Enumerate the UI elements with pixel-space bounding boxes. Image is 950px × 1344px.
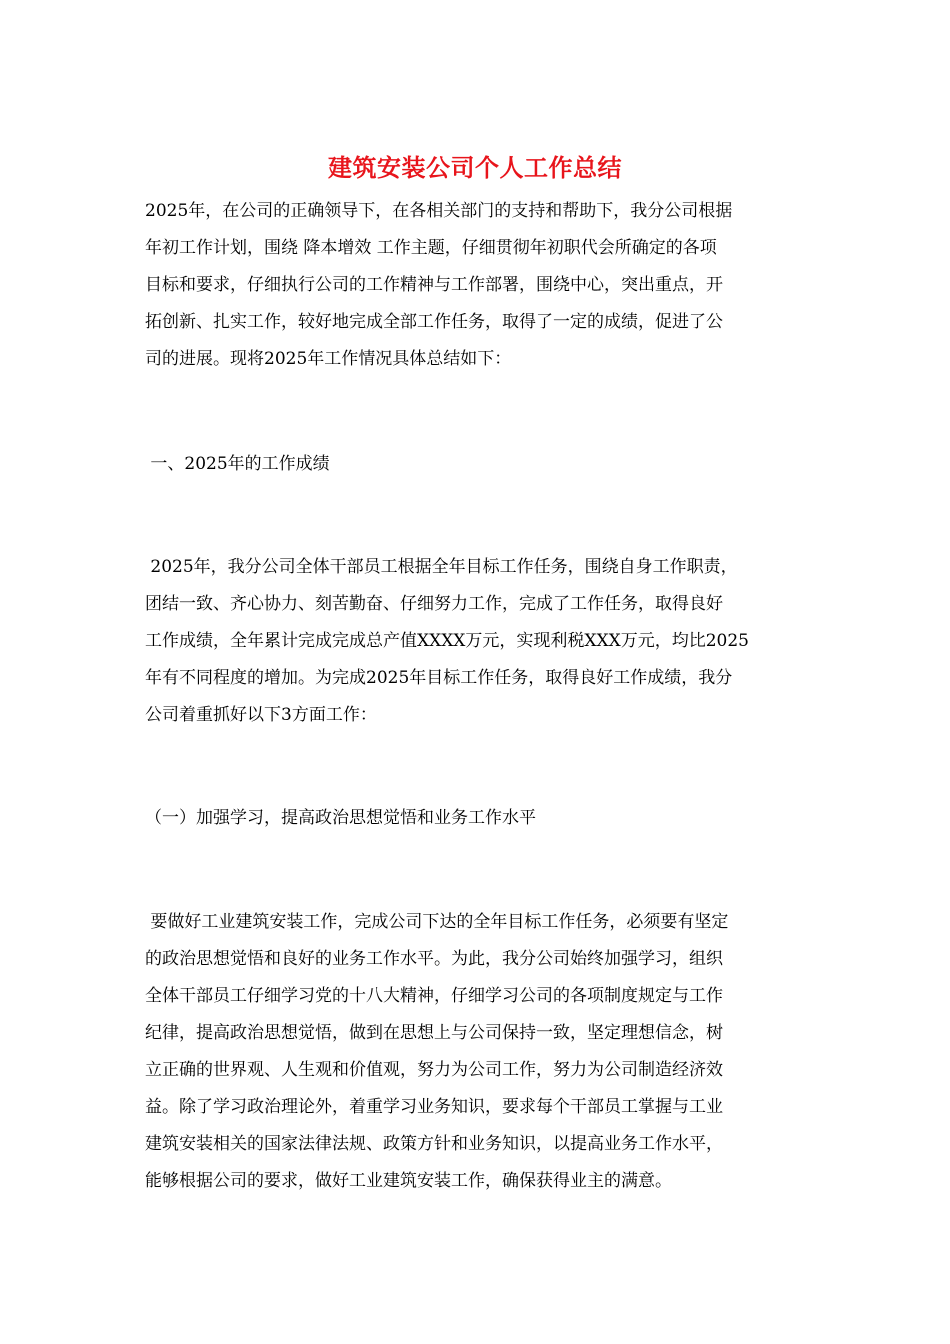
- intro-line: 拓创新、扎实工作，较好地完成全部工作任务，取得了一定的成绩，促进了公: [145, 312, 723, 332]
- subsection1-paragraph: [145, 904, 810, 1200]
- intro-line: 司的进展。现将2025年工作情况具体总结如下：: [145, 349, 512, 369]
- section1-line: 公司着重抓好以下3方面工作：: [145, 705, 377, 725]
- subsection1-line: 立正确的世界观、人生观和价值观，努力为公司工作，努力为公司制造经济效: [145, 1060, 723, 1080]
- subsection1-line: 要做好工业建筑安装工作，完成公司下达的全年目标工作任务，必须要有坚定: [145, 912, 729, 932]
- intro-line: 2025年，在公司的正确领导下，在各相关部门的支持和帮助下，我分公司根据: [145, 201, 733, 221]
- subsection1-line: 全体干部员工仔细学习党的十八大精神，仔细学习公司的各项制度规定与工作: [145, 986, 723, 1006]
- subsection-heading: （一）加强学习，提高政治思想觉悟和业务工作水平: [145, 808, 536, 828]
- subsection1-line: 能够根据公司的要求，做好工业建筑安装工作，确保获得业主的满意。: [145, 1171, 672, 1191]
- section1-line: 团结一致、齐心协力、刻苦勤奋、仔细努力工作，完成了工作任务，取得良好: [145, 594, 723, 614]
- section1-line: 年有不同程度的增加。为完成2025年目标工作任务，取得良好工作成绩，我分: [145, 668, 733, 688]
- subsection1-line: 纪律，提高政治思想觉悟，做到在思想上与公司保持一致，坚定理想信念，树: [145, 1023, 723, 1043]
- subsection1-line: 建筑安装相关的国家法律法规、政策方针和业务知识，以提高业务工作水平，: [145, 1134, 723, 1154]
- section1-line: 2025年，我分公司全体干部员工根据全年目标工作任务，围绕自身工作职责，: [145, 557, 738, 577]
- intro-paragraph: [145, 193, 810, 378]
- intro-line: 目标和要求，仔细执行公司的工作精神与工作部署，围绕中心，突出重点，开: [145, 275, 723, 295]
- subsection1-line: 益。除了学习政治理论外，着重学习业务知识，要求每个干部员工掌握与工业: [145, 1097, 723, 1117]
- document-title: 建筑安装公司个人工作总结: [328, 153, 622, 182]
- section-heading: 一、2025年的工作成绩: [145, 454, 330, 474]
- section1-paragraph: [145, 549, 810, 734]
- section1-line: 工作成绩，全年累计完成完成总产值XXXX万元，实现利税XXX万元，均比2025: [145, 631, 749, 651]
- intro-line: 年初工作计划，围绕 降本增效 工作主题，仔细贯彻年初职代会所确定的各项: [145, 238, 717, 258]
- subsection1-line: 的政治思想觉悟和良好的业务工作水平。为此，我分公司始终加强学习，组织: [145, 949, 723, 969]
